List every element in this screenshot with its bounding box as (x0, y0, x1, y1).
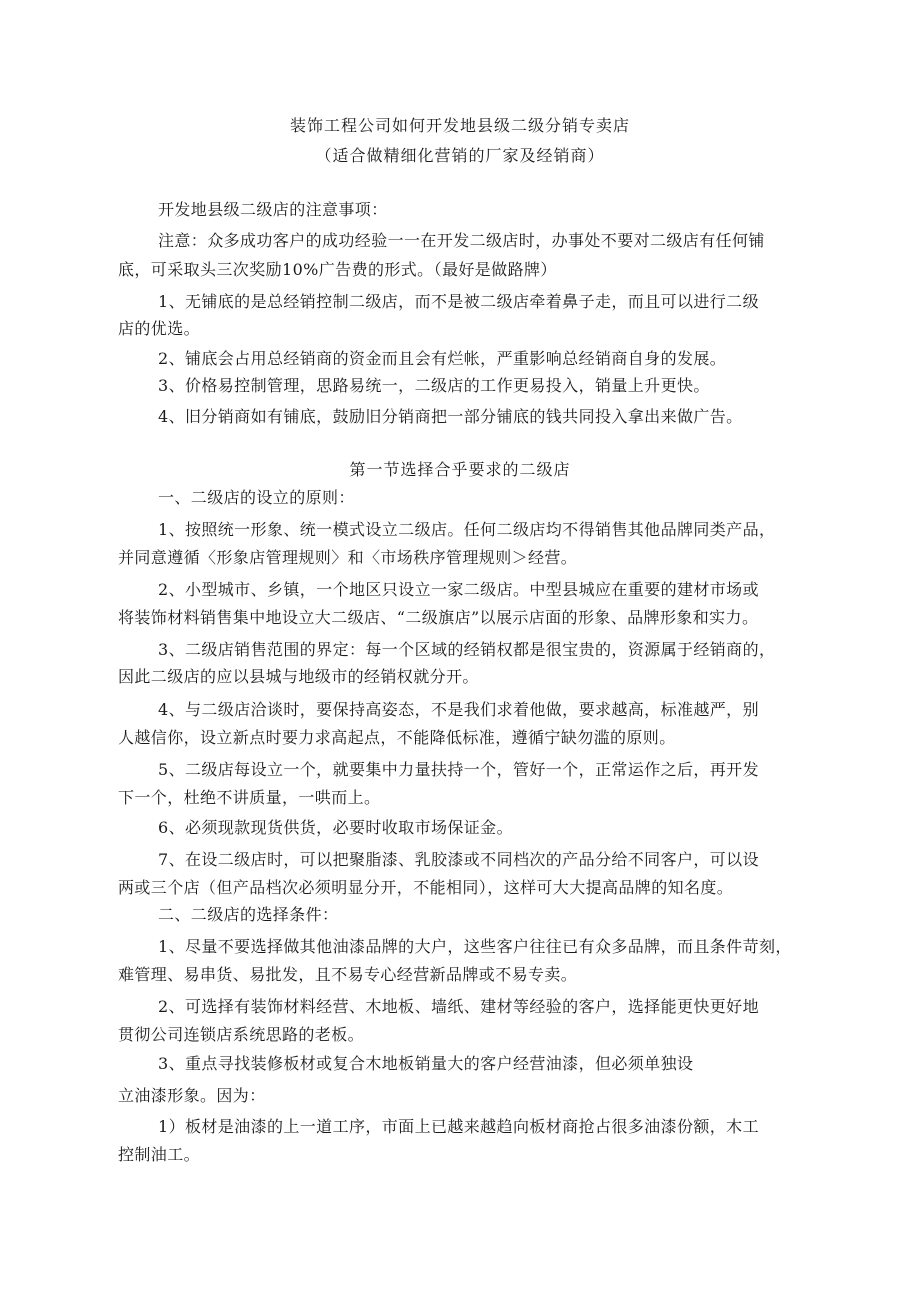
doc-subtitle: （适合做精细化营销的厂家及经销商） (315, 146, 605, 165)
principle-7-line1: 7、在设二级店时，可以把聚脂漆、乳胶漆或不同档次的产品分给不同客户，可以设 (158, 850, 759, 869)
principle-3-line2: 因此二级店的应以县城与地级市的经销权就分开。 (118, 667, 479, 686)
intro-heading: 开发地县级二级店的注意事项： (158, 200, 388, 219)
condition-2-line2: 贯彻公司连锁店系统思路的老板。 (118, 1025, 365, 1044)
doc-title: 装饰工程公司如何开发地县级二级分销专卖店 (289, 116, 630, 135)
intro-point-4: 4、旧分销商如有铺底，鼓励旧分销商把一部分铺底的钱共同投入拿出来做广告。 (158, 407, 743, 426)
intro-note-line1: 注意：众多成功客户的成功经验一一在开发二级店时，办事处不要对二级店有任何铺 (158, 231, 765, 250)
principle-3-line1: 3、二级店销售范围的界定：每一个区域的经销权都是很宝贵的，资源属于经销商的， (158, 640, 776, 659)
intro-point-1-line2: 店的优选。 (118, 319, 201, 338)
condition-1-line2: 难管理、易串货、易批发，且不易专心经营新品牌或不易专卖。 (118, 965, 578, 984)
principle-7-line2: 两或三个店（但产品档次必须明显分开，不能相同），这样可大大提高品牌的知名度。 (118, 878, 734, 897)
condition-3-sub1-line2: 控制油工。 (118, 1145, 201, 1164)
principle-4-line2: 人越信你，设立新点时要力求高起点，不能降低标准，遵循宁缺勿滥的原则。 (118, 728, 676, 747)
condition-3-line2: 立油漆形象。因为： (118, 1086, 266, 1105)
condition-1-line1: 1、尽量不要选择做其他油漆品牌的大户，这些客户往往已有众多品牌，而且条件苛刻， (158, 937, 792, 956)
condition-2-line1: 2、可选择有装饰材料经营、木地板、墙纸、建材等经验的客户，选择能更快更好地 (158, 997, 759, 1016)
principle-2-line1: 2、小型城市、乡镇，一个地区只设立一家二级店。中型县城应在重要的建材市场或 (158, 580, 759, 599)
condition-3-line1: 3、重点寻找装修板材或复合木地板销量大的客户经营油漆，但必须单独设 (158, 1054, 694, 1073)
conditions-heading: 二、二级店的选择条件： (158, 905, 339, 924)
condition-3-sub1-line1: 1）板材是油漆的上一道工序，市面上已越来越趋向板材商抢占很多油漆份额，木工 (158, 1117, 759, 1136)
principle-5-line2: 下一个，杜绝不讲质量，一哄而上。 (118, 788, 381, 807)
intro-point-1-line1: 1、无铺底的是总经销控制二级店，而不是被二级店牵着鼻子走，而且可以进行二级 (158, 292, 759, 311)
principle-6: 6、必须现款现货供货，必要时收取市场保证金。 (158, 818, 513, 837)
intro-point-3: 3、价格易控制管理，思路易统一，二级店的工作更易投入，销量上升更快。 (158, 376, 710, 395)
principle-5-line1: 5、二级店每设立一个，就要集中力量扶持一个，管好一个，正常运作之后，再开发 (158, 760, 759, 779)
principle-1-line1: 1、按照统一形象、统一模式设立二级店。任何二级店均不得销售其他品牌同类产品， (158, 520, 776, 539)
intro-note-line2: 底，可采取头三次奖励10%广告费的形式。（最好是做路牌） (118, 260, 557, 279)
intro-point-2: 2、铺底会占用总经销商的资金而且会有烂帐，严重影响总经销商自身的发展。 (158, 349, 727, 368)
section-title: 第一节选择合乎要求的二级店 (349, 460, 571, 479)
principles-heading: 一、二级店的设立的原则： (158, 488, 355, 507)
principle-1-line2: 并同意遵循〈形象店管理规则〉和〈市场秩序管理规则＞经营。 (118, 548, 578, 567)
principle-2-line2: 将装饰材料销售集中地设立大二级店、“二级旗店”以展示店面的形象、品牌形象和实力。 (118, 608, 759, 627)
principle-4-line1: 4、与二级店洽谈时，要保持高姿态，不是我们求着他做，要求越高，标准越严，别 (158, 700, 759, 719)
